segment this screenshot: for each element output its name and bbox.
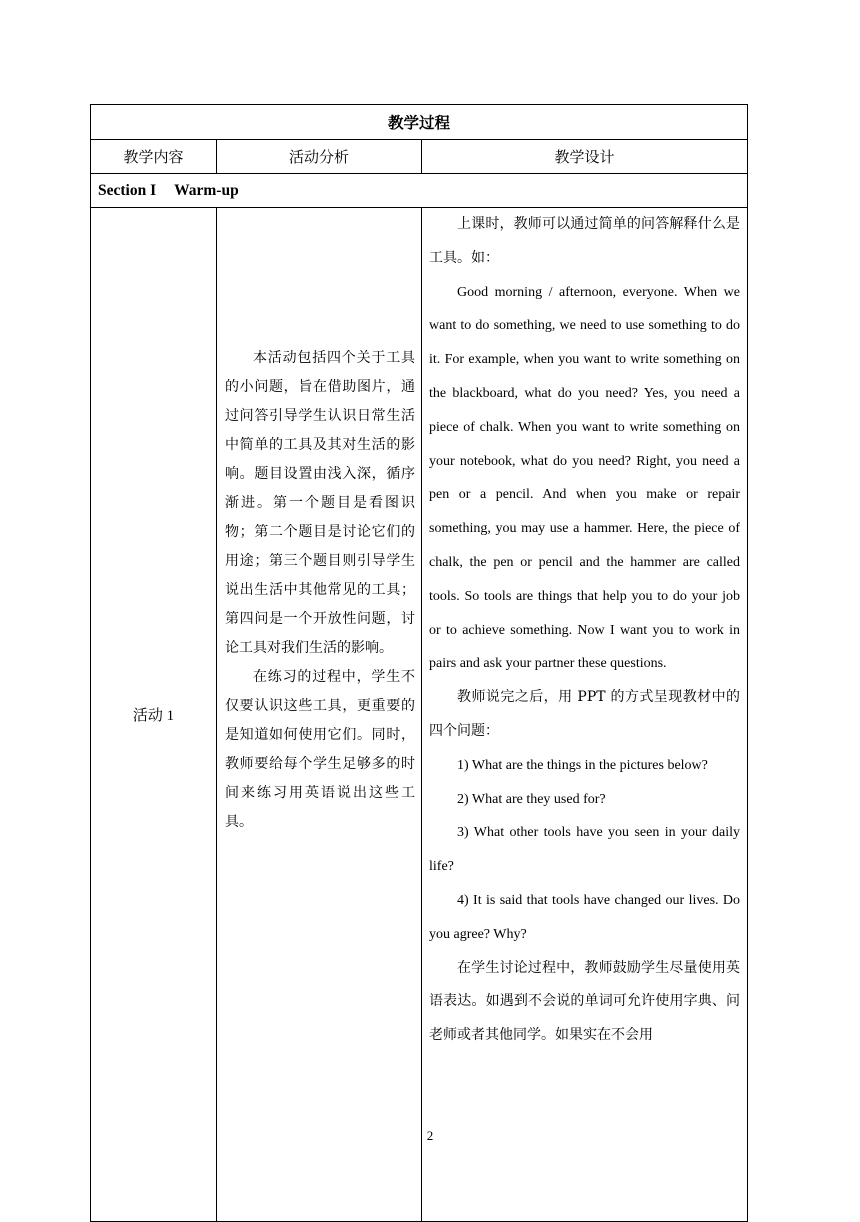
design-paragraph: Good morning / afternoon, everyone. When we want to do something, we need to use something to do it. For example, when you want to write something on the blackboard, what do you need? Yes, you need a piece of chalk. When you want to write something on your notebook, what do you need? Right, you need a pen or a pencil. And when you make or repair something, you may use a hammer. Here, the piece of chalk, the pen or pencil and the hammer are called tools. So tools are things that help you to do your job or to achieve something. Now I want you to work in pairs and ask your partner these questions.: [429, 284, 741, 672]
analysis-paragraph: 本活动包括四个关于工具的小问题，旨在借助图片，通过问答引导学生认识日常生活中简单的工具及其对生活的影响。题目设置由浅入深，循序渐进。第一个题目是看图识物；第二个题目是讨论它们的用途；第三个题目则引导学生说出生活中其他常见的工具；第四问是一个开放性问题，讨论工具对我们生活的影响。: [225, 350, 415, 656]
design-paragraph: 教师说完之后，用 PPT 的方式呈现教材中的四个问题：: [429, 689, 741, 739]
header-activity-analysis: 活动分析: [217, 140, 422, 174]
section-heading: [91, 174, 748, 208]
section-title: Warm-up: [174, 181, 239, 199]
question-item: 4) It is said that tools have changed our lives. Do you agree? Why?: [429, 892, 741, 942]
question-item: 2) What are they used for?: [457, 791, 606, 807]
page-number: 2: [426, 1128, 434, 1143]
teaching-design-cell: [422, 208, 748, 1222]
section-label: Section I: [98, 181, 157, 199]
activity-label: 活动 1: [91, 208, 217, 1222]
design-paragraph: 在学生讨论过程中，教师鼓励学生尽量使用英语表达。如遇到不会说的单词可允许使用字典、问老师或者其他同学。如果实在不会用: [429, 959, 741, 1044]
table-title: 教学过程: [91, 105, 748, 140]
header-teaching-content: 教学内容: [91, 140, 217, 174]
analysis-paragraph: 在练习的过程中，学生不仅要认识这些工具，更重要的是知道如何使用它们。同时，教师要给每个学生足够多的时间来练习用英语说出这些工具。: [225, 669, 415, 830]
teaching-process-table: [90, 104, 748, 1222]
header-teaching-design: 教学设计: [422, 140, 748, 174]
question-item: 1) What are the things in the pictures below?: [457, 757, 708, 773]
question-item: 3) What other tools have you seen in your daily life?: [429, 825, 741, 875]
design-paragraph: 上课时，教师可以通过简单的问答解释什么是工具。如：: [429, 216, 741, 266]
activity-analysis-cell: [217, 208, 422, 1222]
